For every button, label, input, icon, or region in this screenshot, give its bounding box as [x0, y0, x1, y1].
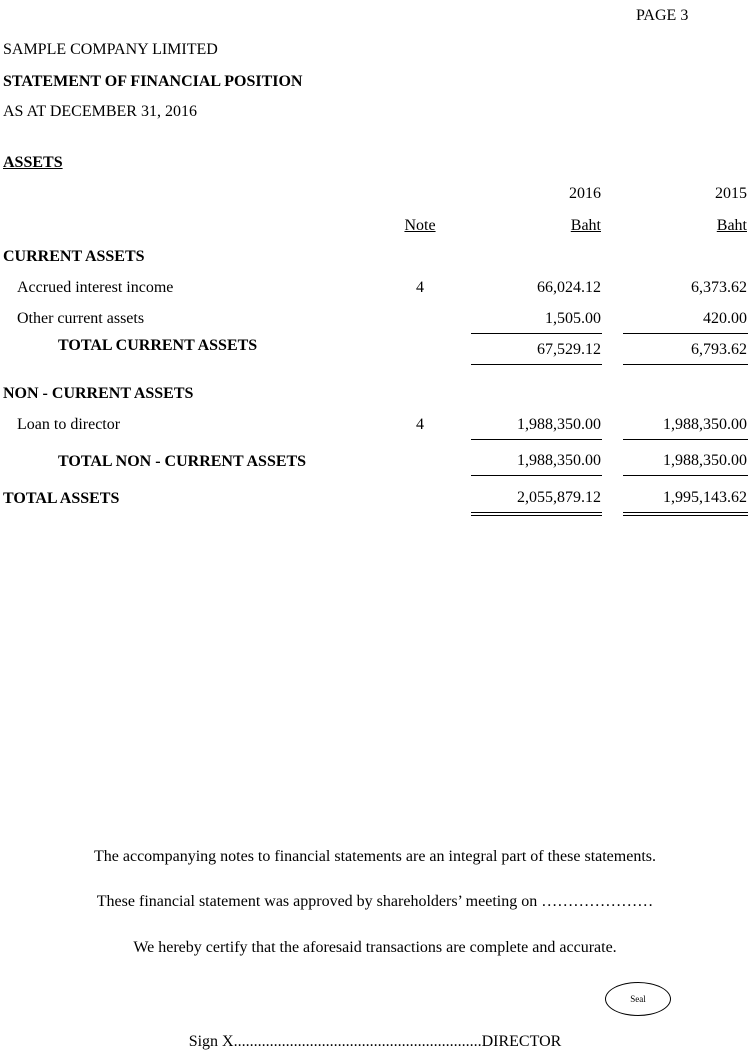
grand-total-double-rule-2015 [623, 512, 748, 516]
statement-title: STATEMENT OF FINANCIAL POSITION [3, 73, 303, 90]
statement-date: AS AT DECEMBER 31, 2016 [3, 103, 197, 120]
row-label: Other current assets [17, 310, 145, 327]
column-note: Note [404, 217, 436, 234]
total-rule-2016 [471, 475, 602, 476]
column-year-2015: 2015 [715, 185, 747, 202]
total-value-2015: 1,988,350.00 [663, 452, 747, 469]
column-unit-2015: Baht [716, 217, 747, 234]
total-rule-2016 [471, 364, 602, 365]
grand-total-value-2015: 1,995,143.62 [663, 489, 747, 506]
row-value-2016: 66,024.12 [537, 279, 601, 296]
total-value-2016: 67,529.12 [537, 341, 601, 358]
subtotal-rule-2016 [471, 439, 602, 440]
section-heading: ASSETS [3, 154, 63, 171]
company-name: SAMPLE COMPANY LIMITED [3, 41, 218, 58]
seal-label: Seal [630, 994, 646, 1004]
notes-statement: The accompanying notes to financial statements are an integral part of these statements. [93, 848, 656, 865]
current-assets-heading: CURRENT ASSETS [3, 248, 145, 265]
total-rule-2015 [623, 364, 748, 365]
total-value-2015: 6,793.62 [691, 341, 747, 358]
column-year-2016: 2016 [569, 185, 601, 202]
director-signature-line: Sign X..............................................................DIRECTOR [188, 1033, 562, 1050]
approval-statement: These financial statement was approved by shareholders’ meeting on ………………… [96, 893, 654, 910]
total-value-2016: 1,988,350.00 [517, 452, 601, 469]
grand-total-double-rule-2016 [471, 512, 602, 516]
subtotal-rule-2015 [623, 333, 748, 334]
grand-total-value-2016: 2,055,879.12 [517, 489, 601, 506]
company-seal [605, 982, 671, 1016]
total-label: TOTAL NON - CURRENT ASSETS [58, 453, 307, 470]
row-label: Loan to director [17, 416, 121, 433]
grand-total-label: TOTAL ASSETS [3, 490, 120, 507]
column-unit-2016: Baht [570, 217, 601, 234]
row-value-2015: 420.00 [703, 310, 747, 327]
row-note: 4 [416, 416, 424, 433]
row-value-2016: 1,988,350.00 [517, 416, 601, 433]
page-number: PAGE 3 [636, 7, 689, 24]
non-current-assets-heading: NON - CURRENT ASSETS [3, 385, 194, 402]
subtotal-rule-2016 [471, 333, 602, 334]
row-label: Accrued interest income [17, 279, 174, 296]
total-label: TOTAL CURRENT ASSETS [58, 337, 258, 354]
row-value-2016: 1,505.00 [545, 310, 601, 327]
total-rule-2015 [623, 475, 748, 476]
subtotal-rule-2015 [623, 439, 748, 440]
row-value-2015: 6,373.62 [691, 279, 747, 296]
row-note: 4 [416, 279, 424, 296]
certification-statement: We hereby certify that the aforesaid transactions are complete and accurate. [133, 939, 617, 956]
row-value-2015: 1,988,350.00 [663, 416, 747, 433]
